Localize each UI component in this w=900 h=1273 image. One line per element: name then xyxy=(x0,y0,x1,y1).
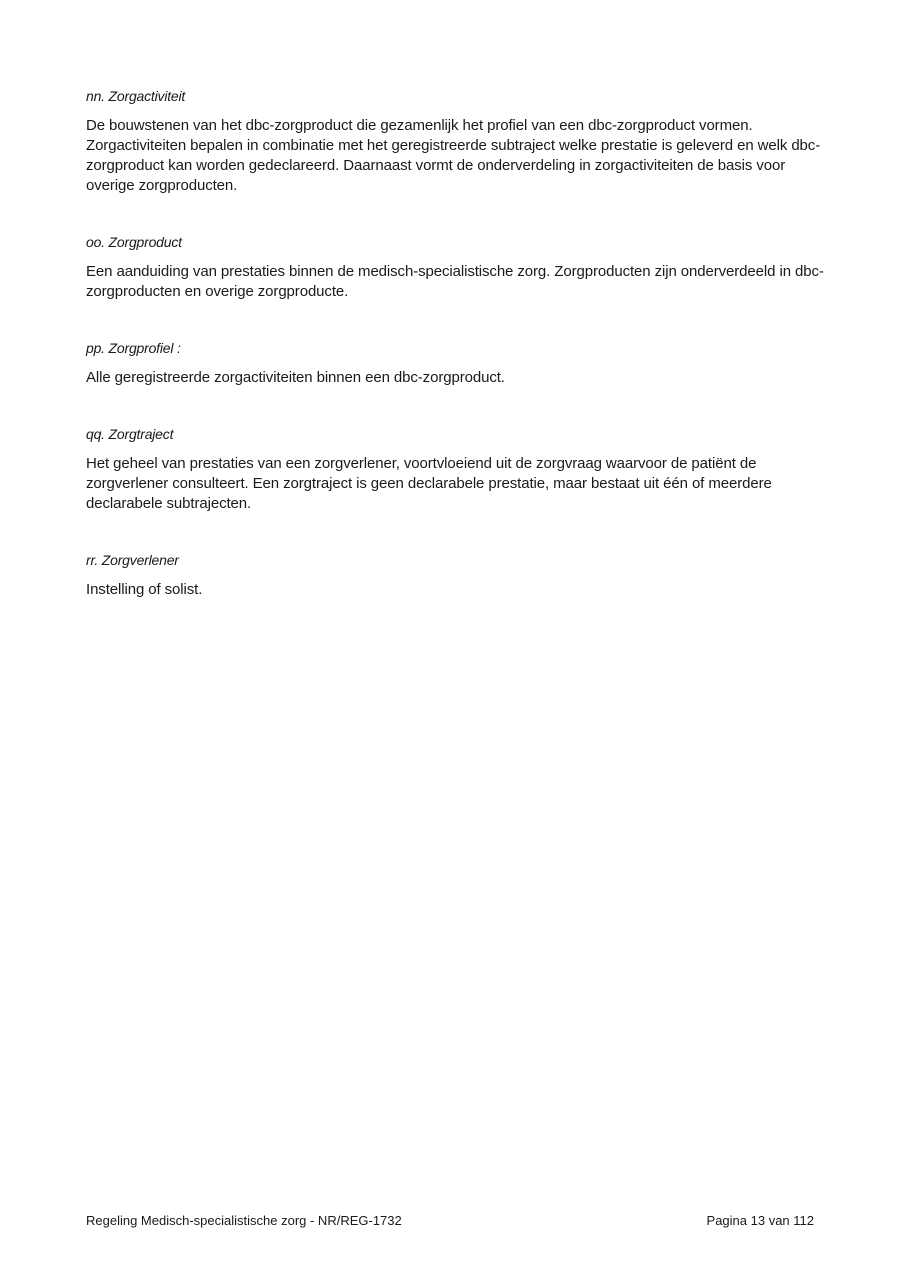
definition-term: nn. Zorgactiviteit xyxy=(86,88,186,104)
definition-description: De bouwstenen van het dbc-zorgproduct die gezamenlijk het profiel van een dbc-zorgproduct vormen. Zorgactiviteiten bepalen in combinatie met het geregistreerde subtraject welke prestatie is geleverd en welk dbc-zorgproduct kan worden gedeclareerd. Daarnaast vormt de onderverdeling in zorgactiviteiten de basis voor overige zorgproducten. xyxy=(86,117,821,194)
document-body xyxy=(86,86,826,600)
definition-description: Alle geregistreerde zorgactiviteiten binnen een dbc-zorgproduct. xyxy=(86,369,505,386)
definition-zorgproduct xyxy=(86,232,826,302)
definition-zorgverlener xyxy=(86,550,826,600)
footer-page-number: Pagina 13 van 112 xyxy=(706,1213,814,1228)
definition-zorgactiviteit xyxy=(86,86,826,196)
definition-description: Een aanduiding van prestaties binnen de medisch-specialistische zorg. Zorgproducten zijn onderverdeeld in dbc-zorgproducten en overige zorgproducte. xyxy=(86,263,824,300)
definition-zorgtraject xyxy=(86,424,826,514)
page-footer xyxy=(86,1212,814,1230)
definition-description: Instelling of solist. xyxy=(86,581,203,598)
definition-term: qq. Zorgtraject xyxy=(86,426,174,442)
footer-document-title: Regeling Medisch-specialistische zorg - NR/REG-1732 xyxy=(86,1213,402,1228)
definition-description: Het geheel van prestaties van een zorgverlener, voortvloeiend uit de zorgvraag waarvoor de patiënt de zorgverlener consulteert. Een zorgtraject is geen declarabele prestatie, maar bestaat uit één of meerdere declarabele subtrajecten. xyxy=(86,455,772,512)
definition-term: oo. Zorgproduct xyxy=(86,234,182,250)
definition-term: rr. Zorgverlener xyxy=(86,552,179,568)
definition-term: pp. Zorgprofiel : xyxy=(86,340,181,356)
definition-zorgprofiel xyxy=(86,338,826,388)
